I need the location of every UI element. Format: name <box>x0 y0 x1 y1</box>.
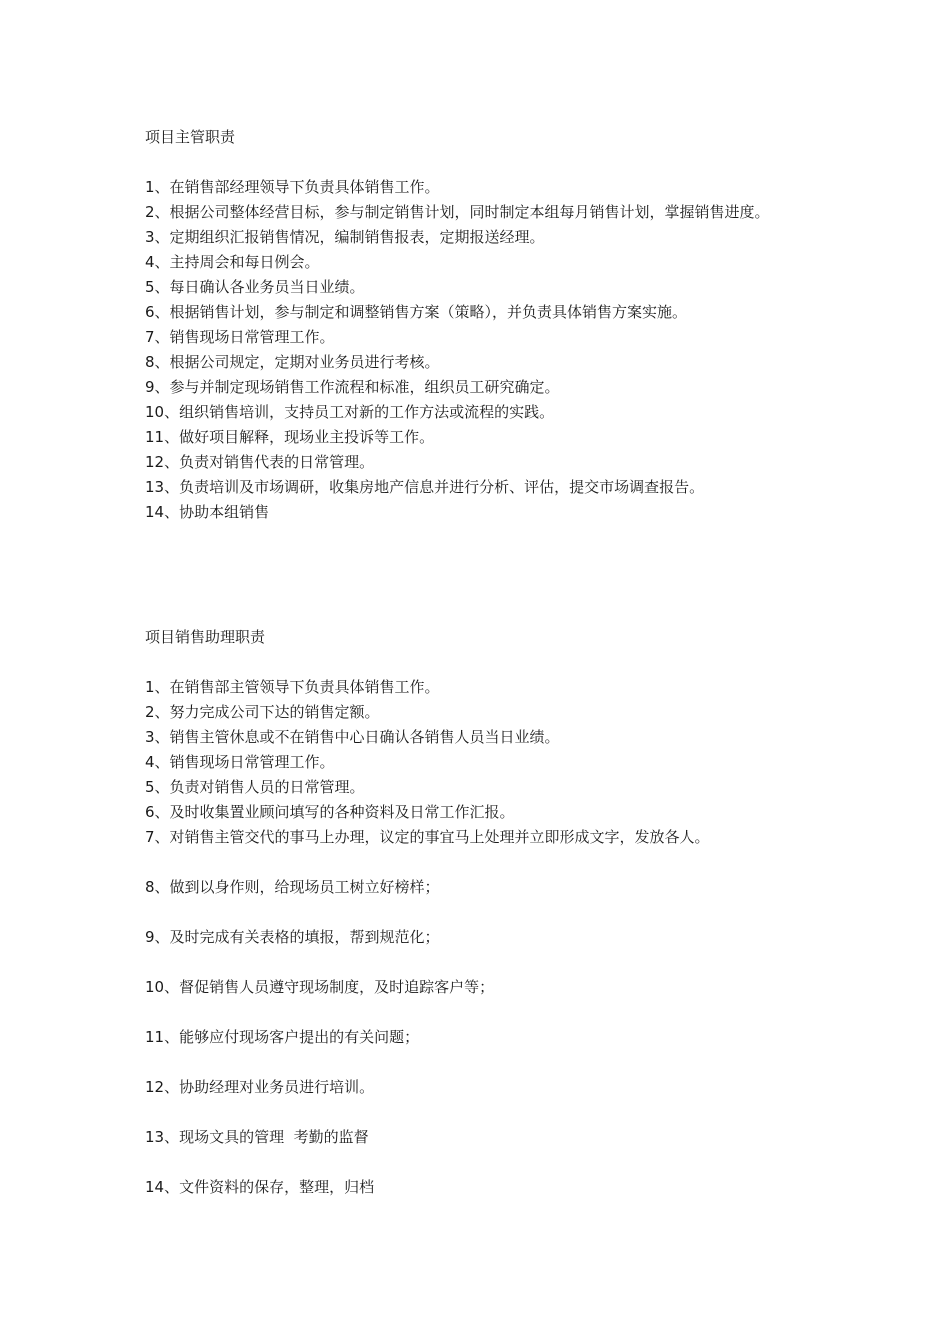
duty-list <box>145 675 825 1200</box>
list-item: 11、做好项目解释，现场业主投诉等工作。 <box>145 428 435 446</box>
spaced-duty-list <box>145 875 825 1200</box>
list-item: 8、做到以身作则，给现场员工树立好榜样； <box>145 878 440 896</box>
list-item: 2、根据公司整体经营目标，参与制定销售计划，同时制定本组每月销售计划，掌握销售进度。 <box>145 203 770 221</box>
list-item: 12、负责对销售代表的日常管理。 <box>145 453 375 471</box>
list-item: 5、每日确认各业务员当日业绩。 <box>145 278 365 296</box>
list-item: 3、销售主管休息或不在销售中心日确认各销售人员当日业绩。 <box>145 728 560 746</box>
list-item: 3、定期组织汇报销售情况，编制销售报表，定期报送经理。 <box>145 228 545 246</box>
list-item: 11、能够应付现场客户提出的有关问题； <box>145 1028 420 1046</box>
list-item: 10、督促销售人员遵守现场制度，及时追踪客户等； <box>145 978 495 996</box>
list-item: 8、根据公司规定，定期对业务员进行考核。 <box>145 353 440 371</box>
list-item: 7、对销售主管交代的事马上办理，议定的事宜马上处理并立即形成文字，发放各人。 <box>145 828 710 846</box>
list-item: 5、负责对销售人员的日常管理。 <box>145 778 365 796</box>
list-item: 6、及时收集置业顾问填写的各种资料及日常工作汇报。 <box>145 803 515 821</box>
list-item: 10、组织销售培训，支持员工对新的工作方法或流程的实践。 <box>145 403 555 421</box>
section-title: 项目销售助理职责 <box>145 628 266 646</box>
section-title: 项目主管职责 <box>145 128 236 146</box>
list-item: 13、负责培训及市场调研，收集房地产信息并进行分析、评估，提交市场调查报告。 <box>145 478 705 496</box>
list-item: 4、主持周会和每日例会。 <box>145 253 320 271</box>
list-item: 2、努力完成公司下达的销售定额。 <box>145 703 380 721</box>
list-item: 14、文件资料的保存，整理，归档 <box>145 1178 375 1196</box>
list-item: 6、根据销售计划，参与制定和调整销售方案（策略），并负责具体销售方案实施。 <box>145 303 688 321</box>
list-item: 7、销售现场日常管理工作。 <box>145 328 335 346</box>
list-item: 1、在销售部经理领导下负责具体销售工作。 <box>145 178 440 196</box>
list-item: 9、及时完成有关表格的填报，帮到规范化； <box>145 928 440 946</box>
list-item: 14、协助本组销售 <box>145 503 270 521</box>
list-item: 9、参与并制定现场销售工作流程和标准，组织员工研究确定。 <box>145 378 560 396</box>
list-item: 1、在销售部主管领导下负责具体销售工作。 <box>145 678 440 696</box>
list-item: 12、协助经理对业务员进行培训。 <box>145 1078 375 1096</box>
list-item: 4、销售现场日常管理工作。 <box>145 753 335 771</box>
duty-list <box>145 175 825 525</box>
list-item: 13、现场文具的管理 考勤的监督 <box>145 1128 369 1146</box>
